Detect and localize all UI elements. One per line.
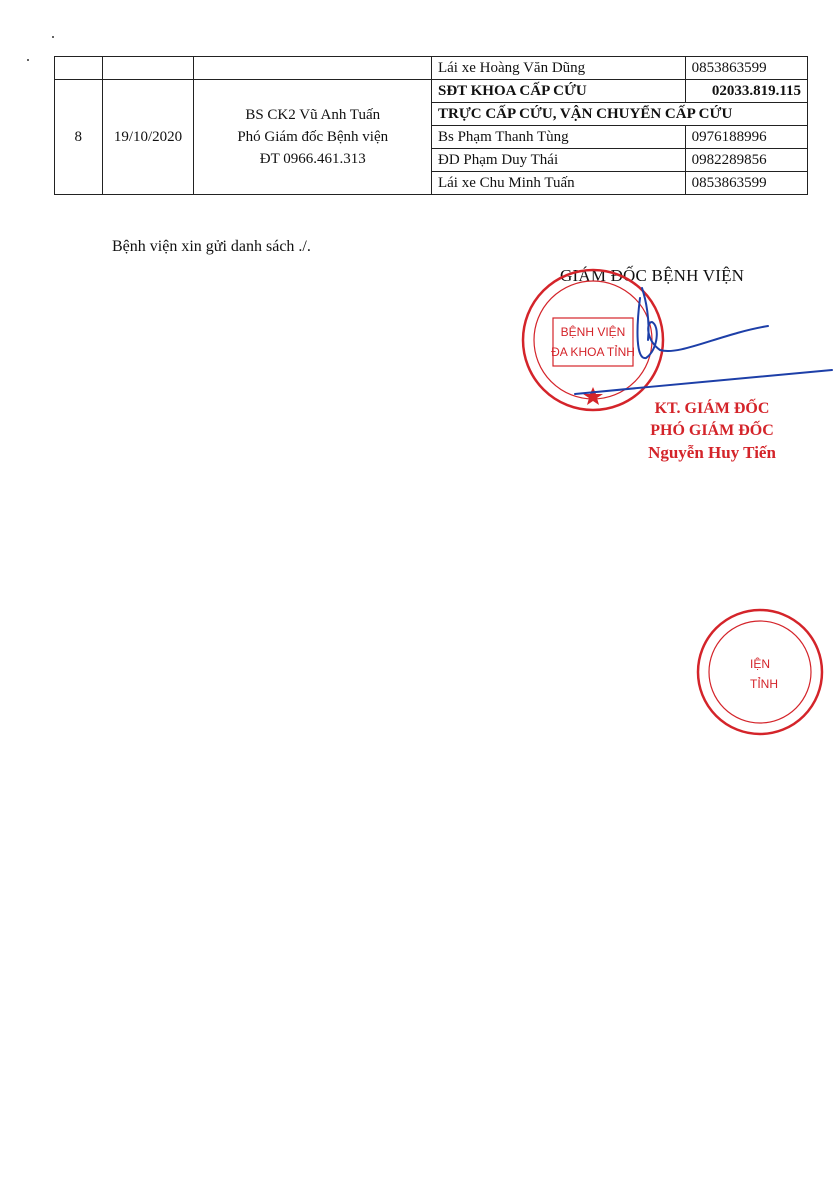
stt-cell-empty [55, 57, 103, 80]
staff-name: Lái xe Hoàng Văn Dũng [431, 57, 685, 80]
staff-name: ĐD Phạm Duy Thái [431, 149, 685, 172]
date-cell: 19/10/2020 [102, 80, 194, 195]
section-heading: TRỰC CẤP CỨU, VẬN CHUYỂN CẤP CỨU [431, 103, 807, 126]
partial-stamp-text-2: TỈNH [750, 677, 778, 691]
signature-title-1: KT. GIÁM ĐỐC [654, 400, 770, 417]
signer-name: Nguyễn Huy Tiến [648, 443, 776, 462]
signature-title-2: PHÓ GIÁM ĐỐC [650, 422, 774, 439]
closing-sentence: Bệnh viện xin gửi danh sách ./. [112, 238, 311, 255]
stamp-text-line1: BỆNH VIỆN [560, 325, 626, 339]
hospital-stamp [523, 270, 663, 410]
scan-speck [52, 36, 54, 38]
table-row [55, 57, 808, 80]
partial-stamp-text-1: IỆN [750, 657, 771, 671]
scan-speck [27, 59, 29, 61]
staff-phone: 0982289856 [685, 149, 807, 172]
table-row [55, 80, 808, 103]
leader-title: Phó Giám đốc Bệnh viện [237, 129, 389, 145]
handwritten-signature [575, 288, 832, 394]
stt-cell: 8 [55, 80, 103, 195]
stamp-text-line2: ĐA KHOA TỈNH [551, 345, 635, 359]
director-heading: GIÁM ĐỐC BỆNH VIỆN [560, 266, 745, 285]
staff-phone: 0853863599 [685, 57, 807, 80]
star-icon [583, 387, 603, 405]
signature-block [612, 398, 812, 464]
duty-roster-table [54, 56, 808, 195]
date-cell-empty [102, 57, 194, 80]
staff-name: Bs Phạm Thanh Tùng [431, 126, 685, 149]
emergency-dept-phone: 02033.819.115 [685, 80, 807, 103]
emergency-dept-phone-label: SĐT KHOA CẤP CỨU [431, 80, 685, 103]
leader-phone: ĐT 0966.461.313 [259, 151, 366, 167]
staff-phone: 0976188996 [685, 126, 807, 149]
leader-name: BS CK2 Vũ Anh Tuấn [245, 107, 381, 123]
leader-cell-empty [194, 57, 432, 80]
leader-cell [194, 80, 432, 195]
staff-phone: 0853863599 [685, 172, 807, 195]
staff-name: Lái xe Chu Minh Tuấn [431, 172, 685, 195]
partial-stamp [698, 610, 822, 734]
